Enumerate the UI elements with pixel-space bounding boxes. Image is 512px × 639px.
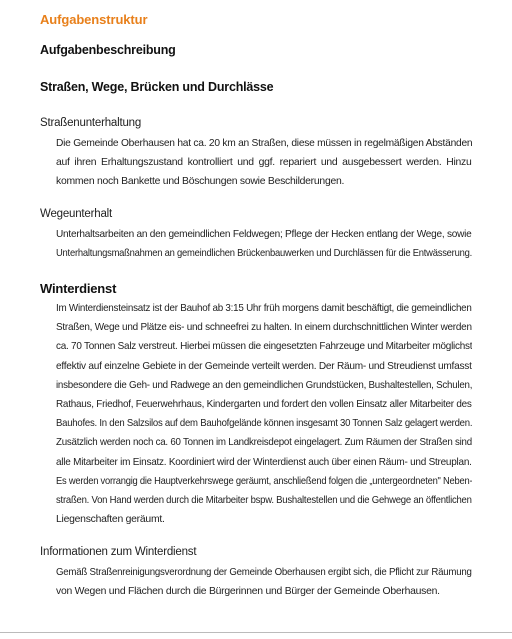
section-heading: Aufgabenstruktur: [40, 12, 148, 27]
page-title: Aufgabenbeschreibung: [40, 43, 176, 57]
text-line: Unterhaltungsmaßnahmen an gemeindlichen Brückenbauwerken und Durchlässen für die Entwässerung.: [56, 248, 472, 260]
text-line: Rathaus, Friedhof, Feuerwehrhaus, Kindergarten und fordert den vollen Einsatz aller Mitarbeiter des: [56, 398, 472, 410]
street-maintenance-heading: Straßenunterhaltung: [40, 117, 142, 129]
text-line: Im Winterdiensteinsatz ist der Bauhof ab 3:15 Uhr früh morgens damit beschäftigt, die gemeindlichen: [56, 303, 472, 314]
winter-info-heading: Informationen zum Winterdienst: [40, 546, 197, 558]
text-line: Straßen, Wege und Plätze eis- und schneefrei zu halten. In einem durchschnittlichen Winter werden: [56, 322, 472, 334]
path-maintenance-heading: Wegeunterhalt: [40, 208, 112, 220]
winter-service-heading: Winterdienst: [40, 281, 117, 296]
text-line: Zusätzlich werden noch ca. 60 Tonnen im Landkreisdepot eingelagert. Zum Räumen der Straßen sind: [56, 437, 472, 449]
text-line: Die Gemeinde Oberhausen hat ca. 20 km an Straßen, diese müssen in regelmäßigen Abständen: [56, 138, 472, 149]
text-line: Es werden vorrangig die Hauptverkehrswege geräumt, anschließend folgen die „untergeordneten" Neben-: [56, 475, 472, 487]
text-line: alle Mitarbeiter im Einsatz. Koordiniert wird der Winterdienst auch über einen Räum- und Streuplan.: [56, 456, 472, 468]
winter-service-text: [56, 299, 472, 529]
text-line: Liegenschaften geräumt.: [56, 514, 165, 526]
street-maintenance-text: [56, 134, 472, 192]
path-maintenance-text: [56, 225, 472, 263]
text-line: Unterhaltsarbeiten an den gemeindlichen Feldwegen; Pflege der Hecken entlang der Wege, sowie: [56, 229, 472, 240]
text-line: auf ihren Erhaltungszustand kontrolliert und ggf. repariert und ausgebessert werden. Hinzu: [56, 157, 472, 169]
winter-info-text: [56, 563, 472, 601]
text-line: von Wegen und Flächen durch die Bürgerinnen und Bürger der Gemeinde Oberhausen.: [56, 586, 440, 598]
text-line: ca. 70 Tonnen Salz verstreut. Hierbei müssen die eingesetzten Fahrzeuge und Mitarbeiter möglichst: [56, 341, 472, 353]
text-line: Gemäß Straßenreinigungsverordnung der Gemeinde Oberhausen ergibt sich, die Pflicht zur Räumung: [56, 567, 472, 578]
text-line: Bauhofes. In den Salzsilos auf dem Bauhofgelände können insgesamt 30 Tonnen Salz gelagert werden.: [56, 418, 472, 430]
roads-heading: Straßen, Wege, Brücken und Durchlässe: [40, 80, 274, 94]
page-divider: [0, 632, 512, 633]
text-line: straßen. Von Hand werden durch die Mitarbeiter bspw. Bushaltestellen und die Gehwege an öffentlichen: [56, 494, 472, 506]
text-line: insbesondere die Geh- und Radwege an den gemeindlichen Grundstücken, Bushaltestellen, Schulen,: [56, 379, 472, 391]
text-line: kommen noch Bankette und Böschungen sowie Beschilderungen.: [56, 176, 345, 188]
text-line: effektiv auf einzelne Gebiete in der Gemeinde verteilt werden. Der Räum- und Streudienst umfasst: [56, 360, 472, 372]
